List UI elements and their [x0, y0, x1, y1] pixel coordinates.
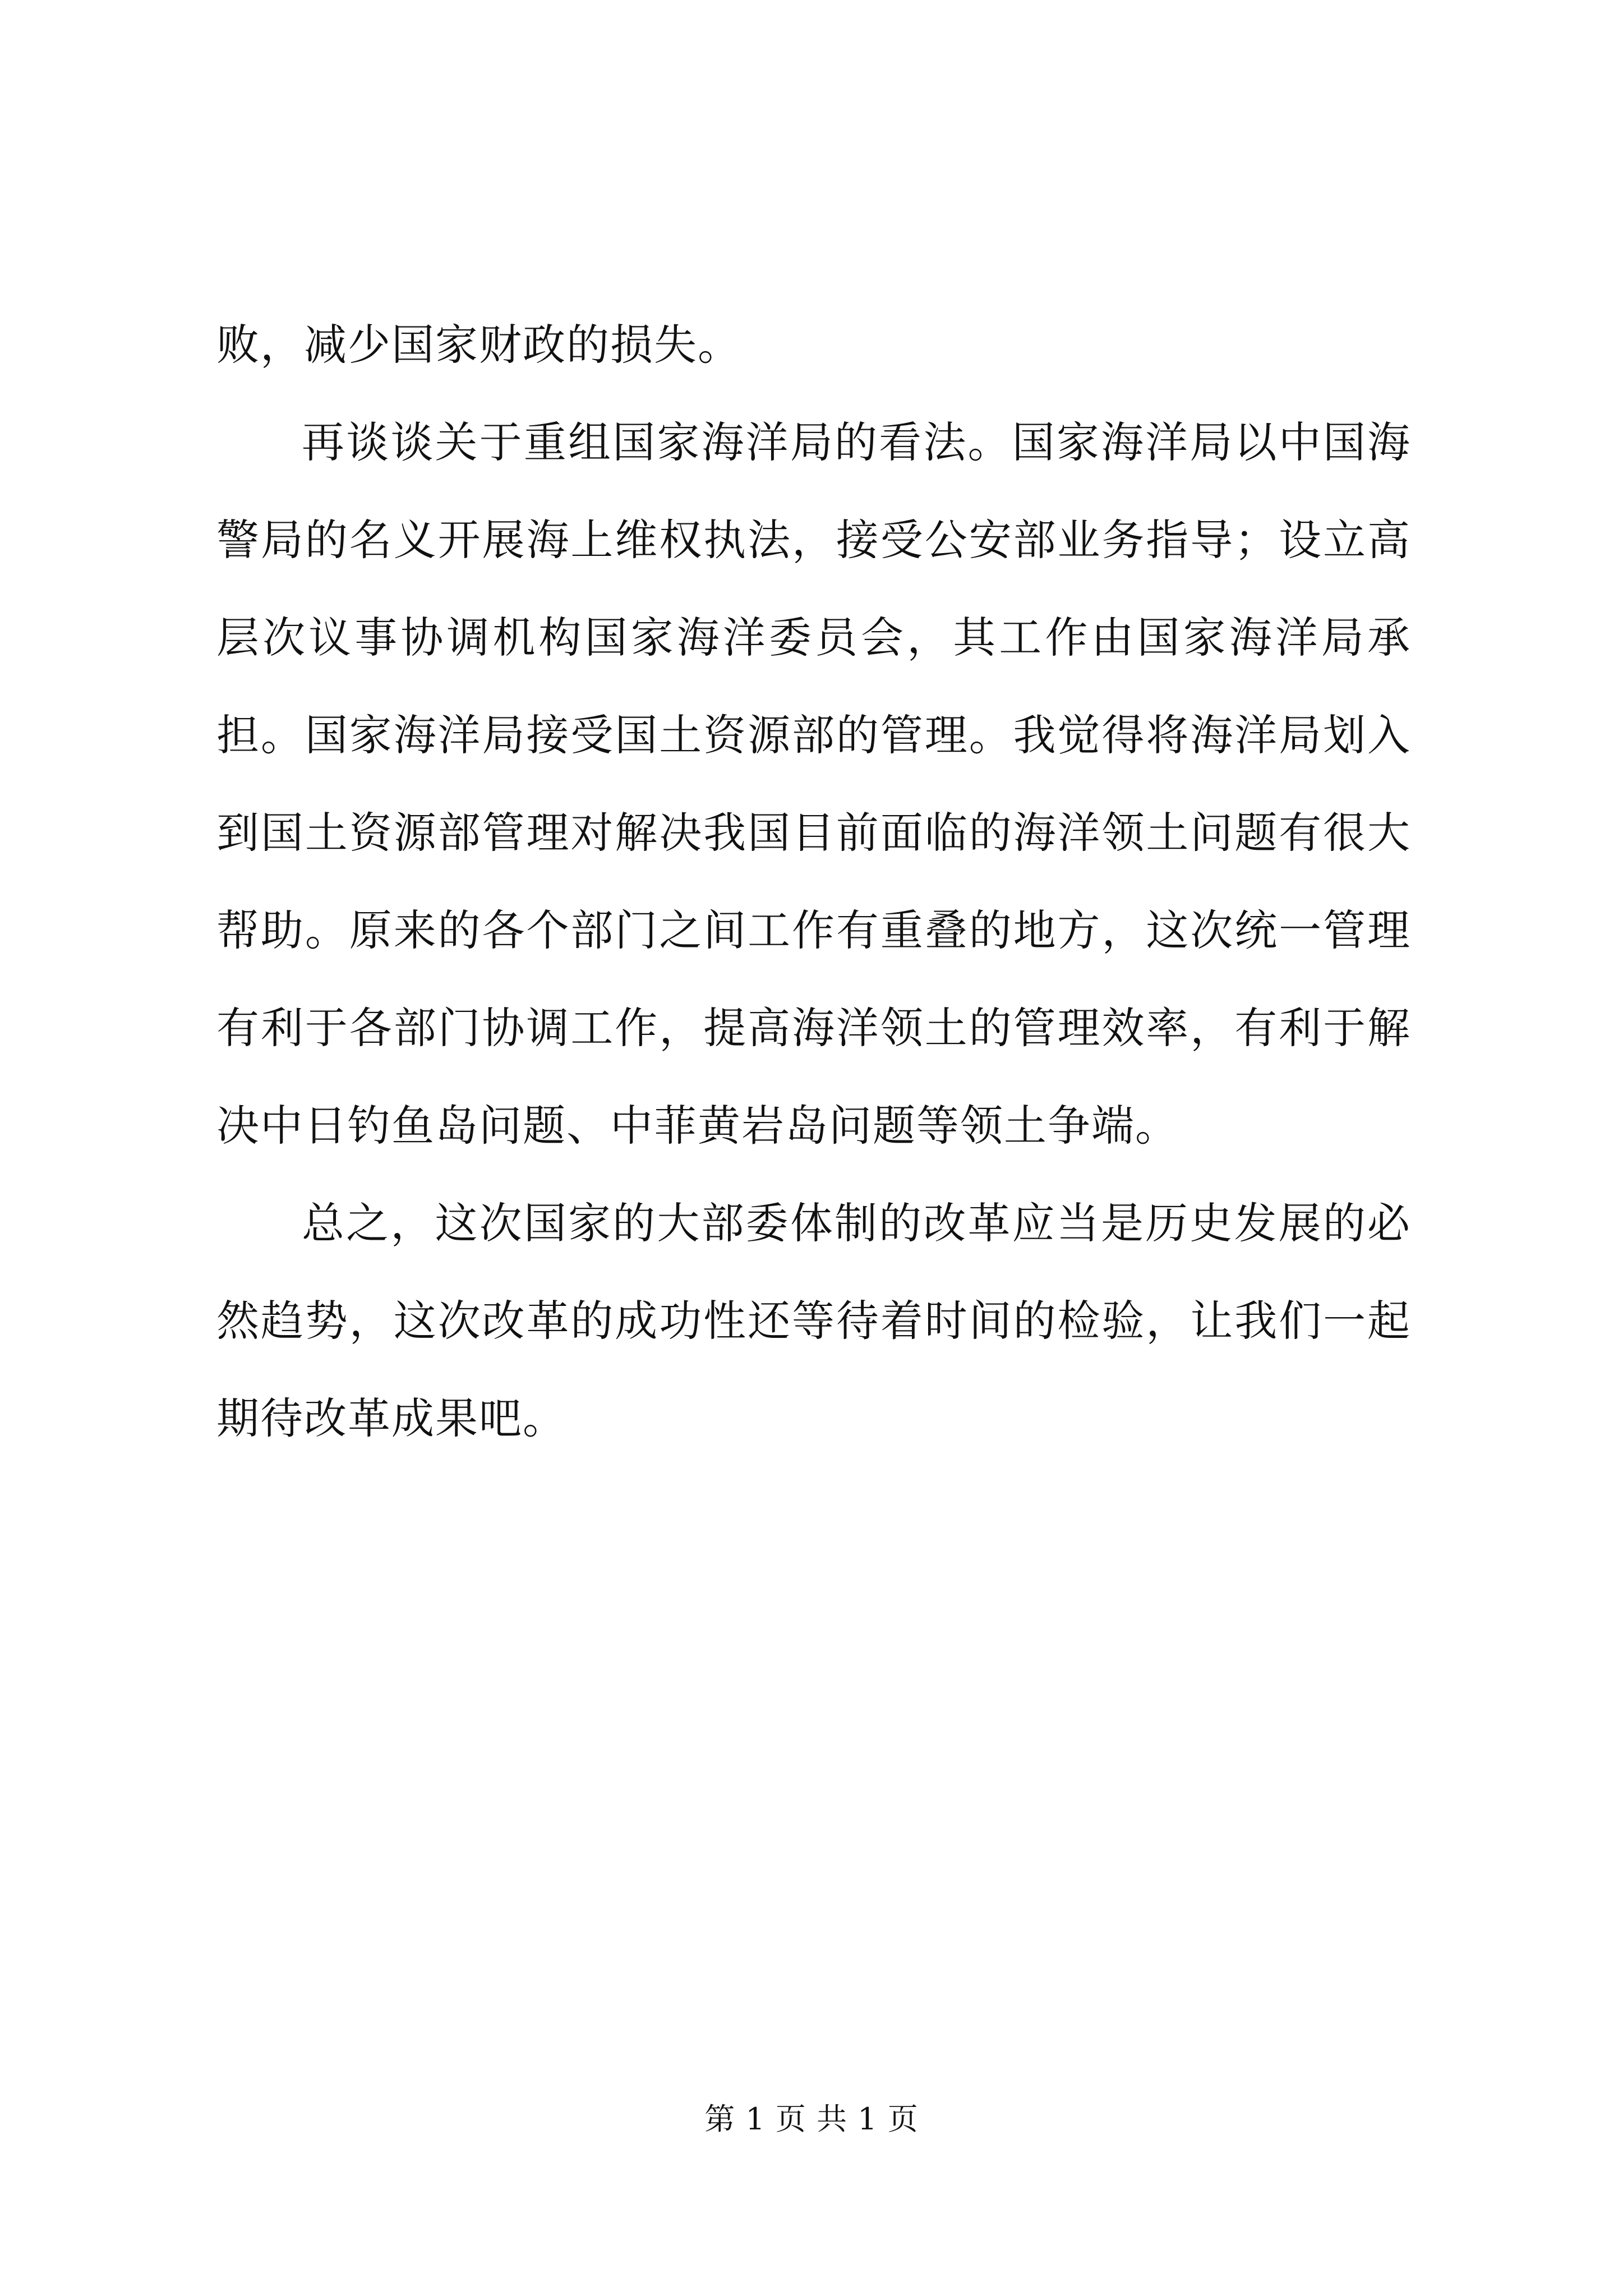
paragraph-conclusion: 总之，这次国家的大部委体制的改革应当是历史发展的必然趋势，这次改革的成功性还等待着时间的检验，让我们一起期待改革成果吧。: [216, 1198, 1411, 1443]
paragraph-continuation: 败，减少国家财政的损失。: [216, 320, 741, 370]
document-body: [216, 296, 1411, 1467]
page-footer: 第 1 页 共 1 页: [704, 2101, 919, 2137]
paragraph-ocean-bureau: 再谈谈关于重组国家海洋局的看法。国家海洋局以中国海警局的名义开展海上维权执法，接受公安部业务指导；设立高层次议事协调机构国家海洋委员会，其工作由国家海洋局承担。国家海洋局接受国土资源部的管理。我觉得将海洋局划入到国土资源部管理对解决我国目前面临的海洋领土问题有很大帮助。原来的各个部门之间工作有重叠的地方，这次统一管理有利于各部门协调工作，提高海洋领土的管理效率，有利于解决中日钓鱼岛问题、中菲黄岩岛问题等领土争端。: [216, 417, 1411, 1151]
